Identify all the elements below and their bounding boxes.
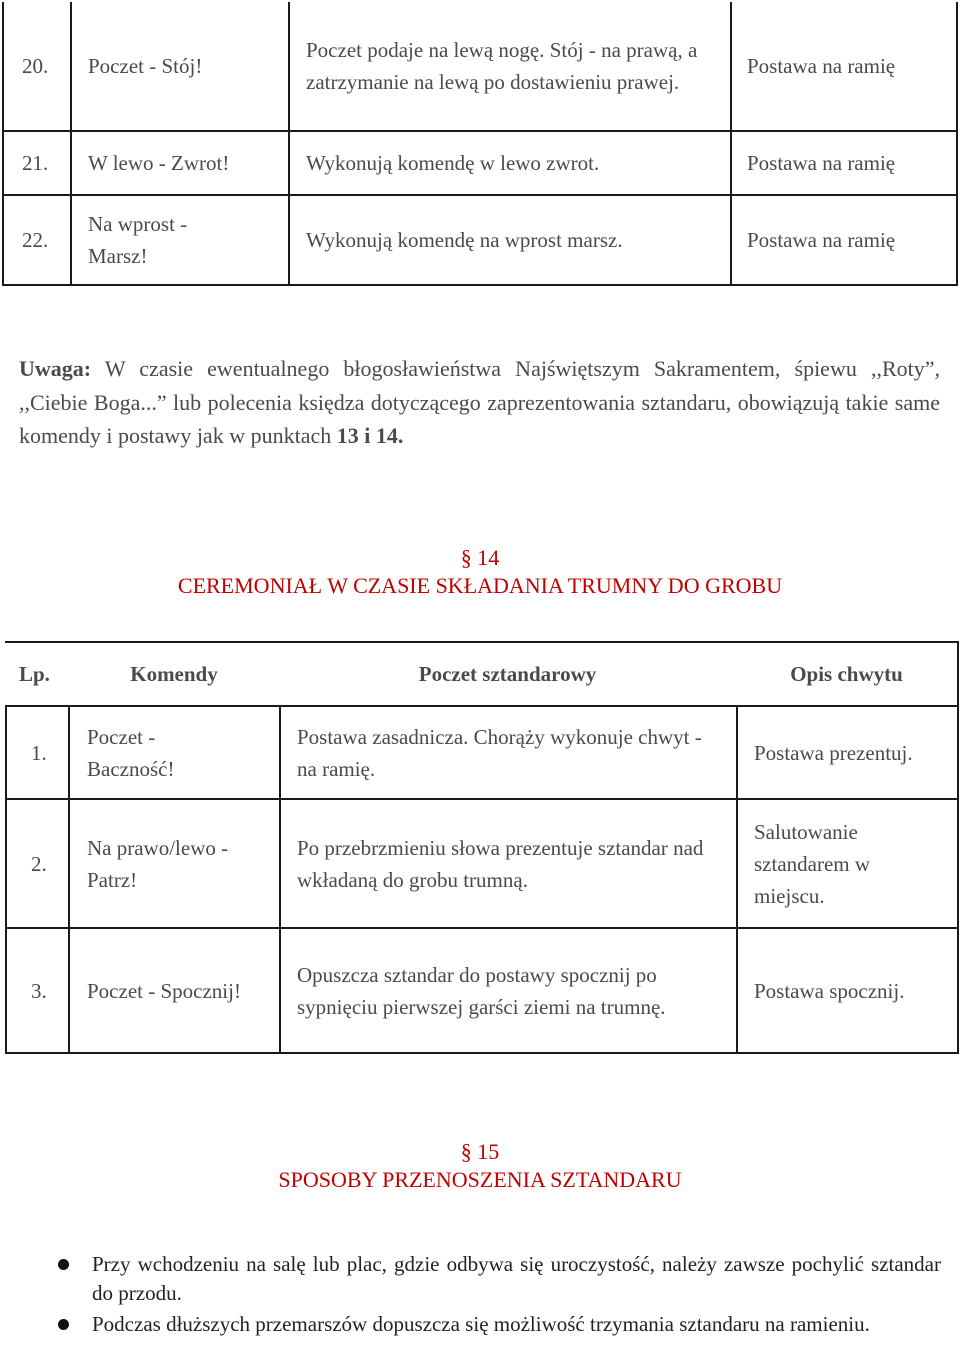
section-title: CEREMONIAŁ W CZASIE SKŁADANIA TRUMNY DO GROBU <box>177 573 783 598</box>
header-grip: Opis chwytu <box>790 662 903 686</box>
description-text: Wykonują komendę na wprost marsz. <box>306 228 623 252</box>
description-text: Postawa zasadnicza. Chorąży wykonuje chwyt - na ramię. <box>297 724 702 781</box>
command-text: Na prawo/lewo - Patrz! <box>87 835 229 892</box>
table-rule <box>279 705 281 1054</box>
section-number-value: 14 <box>477 545 500 570</box>
grip-text: Postawa na ramię <box>747 54 896 78</box>
row-number: 2. <box>31 851 47 876</box>
command-cell <box>88 132 288 194</box>
bullet-icon <box>58 1259 69 1270</box>
grip-cell <box>754 707 954 798</box>
table-rule <box>5 705 7 1054</box>
table-rule <box>736 705 738 1054</box>
header-commands: Komendy <box>130 662 218 686</box>
table-row <box>22 132 70 194</box>
command-text: Poczet - Spocznij! <box>87 978 241 1003</box>
bullet-icon <box>58 1319 69 1330</box>
table-rule <box>2 284 958 286</box>
grip-cell <box>747 2 956 130</box>
note-reference: 13 i 14. <box>336 423 404 448</box>
command-text: Poczet - Baczność! <box>87 724 175 781</box>
section-symbol: § <box>460 1139 472 1164</box>
table-rule <box>730 2 732 286</box>
grip-cell <box>754 929 954 1052</box>
description-text: Wykonują komendę w lewo zwrot. <box>306 151 600 175</box>
table-row <box>22 196 70 284</box>
note-text: W czasie ewentualnego błogosławieństwa Najświętszym Sakramentem, śpiewu ,,Roty”, ,,Ciebie Boga...” lub polecenia księdza dotyczącego zaprezentowania sztandaru, obowiązują takie same komendy i postawy jak w punktach <box>19 356 940 448</box>
command-text: W lewo - Zwrot! <box>88 151 230 175</box>
description-cell <box>306 132 726 194</box>
grip-text: Postawa na ramię <box>747 228 896 252</box>
section-symbol: § <box>460 545 472 570</box>
note-label: Uwaga: <box>19 356 92 381</box>
table-rule <box>956 2 958 286</box>
note-paragraph <box>19 352 940 453</box>
commands-table-continued <box>2 2 958 286</box>
list-item-text: Przy wchodzeniu na salę lub plac, gdzie odbywa się uroczystość, należy zawsze pochylić sztandar do przodu. <box>92 1252 941 1305</box>
grip-text: Salutowanie sztandarem w miejscu. <box>754 819 871 908</box>
grip-text: Postawa prezentuj. <box>754 740 913 765</box>
command-cell <box>87 800 267 927</box>
row-number: 21. <box>22 151 49 175</box>
table-rule <box>288 2 290 286</box>
table-row <box>31 800 67 927</box>
description-cell <box>306 2 716 130</box>
description-cell <box>306 196 726 284</box>
description-cell <box>297 707 717 798</box>
table-rule <box>5 1052 959 1054</box>
table-rule <box>957 641 959 1054</box>
list-item-text: Podczas dłuższych przemarszów dopuszcza się możliwość trzymania sztandaru na ramieniu. <box>92 1312 870 1336</box>
command-text: Na wprost - Marsz! <box>88 212 188 268</box>
description-text: Poczet podaje na lewą nogę. Stój - na prawą, a zatrzymanie na lewą po dostawieniu prawej. <box>306 38 698 94</box>
list-item <box>58 1310 941 1339</box>
grip-cell <box>747 132 956 194</box>
list-item <box>58 1250 941 1308</box>
section-number-value: 15 <box>477 1139 500 1164</box>
description-text: Opuszcza sztandar do postawy spocznij po sypnięciu pierwszej garści ziemi na trumnę. <box>297 962 666 1019</box>
row-number: 20. <box>22 54 49 78</box>
description-cell <box>297 929 707 1052</box>
table-row <box>31 929 67 1052</box>
command-cell <box>87 707 217 798</box>
funeral-ceremony-table <box>5 641 959 1055</box>
description-text: Po przebrzmieniu słowa prezentuje sztandar nad wkładaną do grobu trumną. <box>297 835 704 892</box>
grip-text: Postawa na ramię <box>747 151 896 175</box>
command-cell <box>88 2 288 130</box>
command-cell <box>87 929 277 1052</box>
section-title: SPOSOBY PRZENOSZENIA SZTANDARU <box>278 1167 682 1192</box>
table-row <box>22 2 70 130</box>
table-rule <box>70 2 72 286</box>
header-lp: Lp. <box>19 662 50 686</box>
table-rule <box>68 705 70 1054</box>
table-rule <box>2 2 4 286</box>
row-number: 3. <box>31 978 47 1003</box>
header-poczet: Poczet sztandarowy <box>418 662 597 686</box>
grip-cell <box>754 800 914 927</box>
command-text: Poczet - Stój! <box>88 54 203 78</box>
table-row <box>31 707 67 798</box>
description-cell <box>297 800 717 927</box>
row-number: 1. <box>31 740 47 765</box>
bullet-list <box>58 1250 941 1339</box>
grip-text: Postawa spocznij. <box>754 978 905 1003</box>
row-number: 22. <box>22 228 49 252</box>
grip-cell <box>747 196 956 284</box>
command-cell <box>88 196 238 284</box>
